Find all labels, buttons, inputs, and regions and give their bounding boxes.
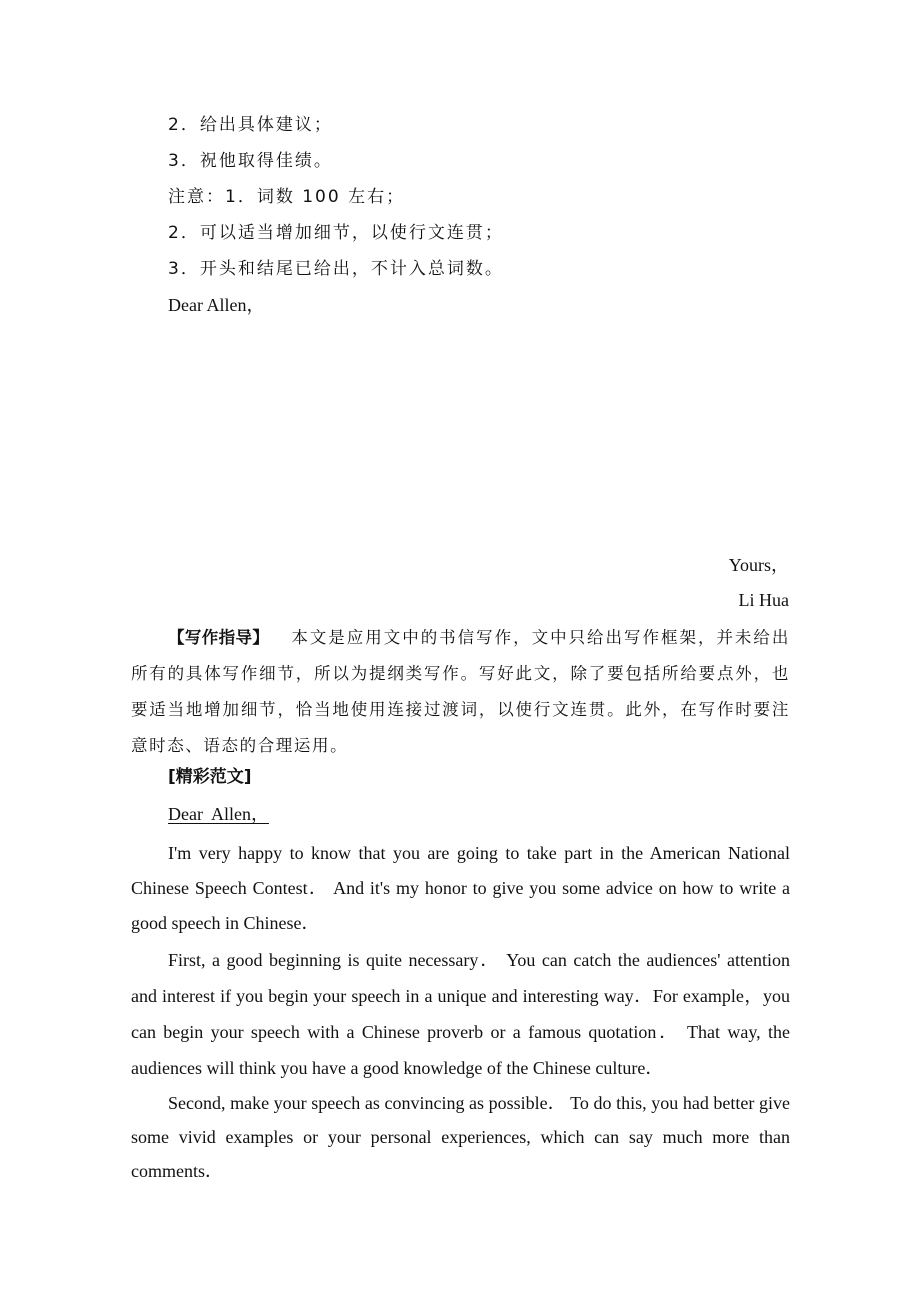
note-item-3: 3．开头和结尾已给出，不计入总词数。 xyxy=(168,259,504,279)
sample-essay-label: [精彩范文] xyxy=(168,767,252,787)
notes-header: 注意：1．词数 100 左右； xyxy=(168,187,406,207)
writing-guide-label: 【写作指导】 xyxy=(168,628,270,647)
requirement-item-2: 2．给出具体建议； xyxy=(168,115,333,135)
sample-paragraph-1: I'm very happy to know that you are going to take part in the American National Chinese Speech Contest． And it's my honor to give you some advice on how to write a good speech in Chinese． xyxy=(131,843,790,933)
template-closing: Yours， xyxy=(728,555,789,575)
sample-salutation: Dear Allen， xyxy=(168,804,269,824)
writing-guide-text: 本文是应用文中的书信写作，文中只给出写作框架，并未给出所有的具体写作细节，所以为提纲类写作。写好此文，除了要包括所给要点外，也要适当地增加细节，恰当地使用连接过渡词，以使行文连贯。此外，在写作时要注意时态、语态的合理运用。 xyxy=(131,628,791,755)
requirement-item-3: 3．祝他取得佳绩。 xyxy=(168,151,333,171)
writing-guide xyxy=(131,620,790,764)
sample-paragraph-2: First, a good beginning is quite necessary． You can catch the audiences' attention and interest if you begin your speech in a unique and interesting way．For example，you can begin your speech with a Chinese proverb or a famous quotation． That way, the audiences will think you have a good knowledge of the Chinese culture． xyxy=(131,950,790,1078)
sample-paragraph-3: Second, make your speech as convincing as possible． To do this, you had better give some vivid examples or your personal experiences, which can say much more than comments． xyxy=(131,1093,790,1181)
template-signature: Li Hua xyxy=(738,590,789,610)
note-item-2: 2．可以适当增加细节，以使行文连贯； xyxy=(168,223,504,243)
template-salutation: Dear Allen， xyxy=(168,295,265,315)
